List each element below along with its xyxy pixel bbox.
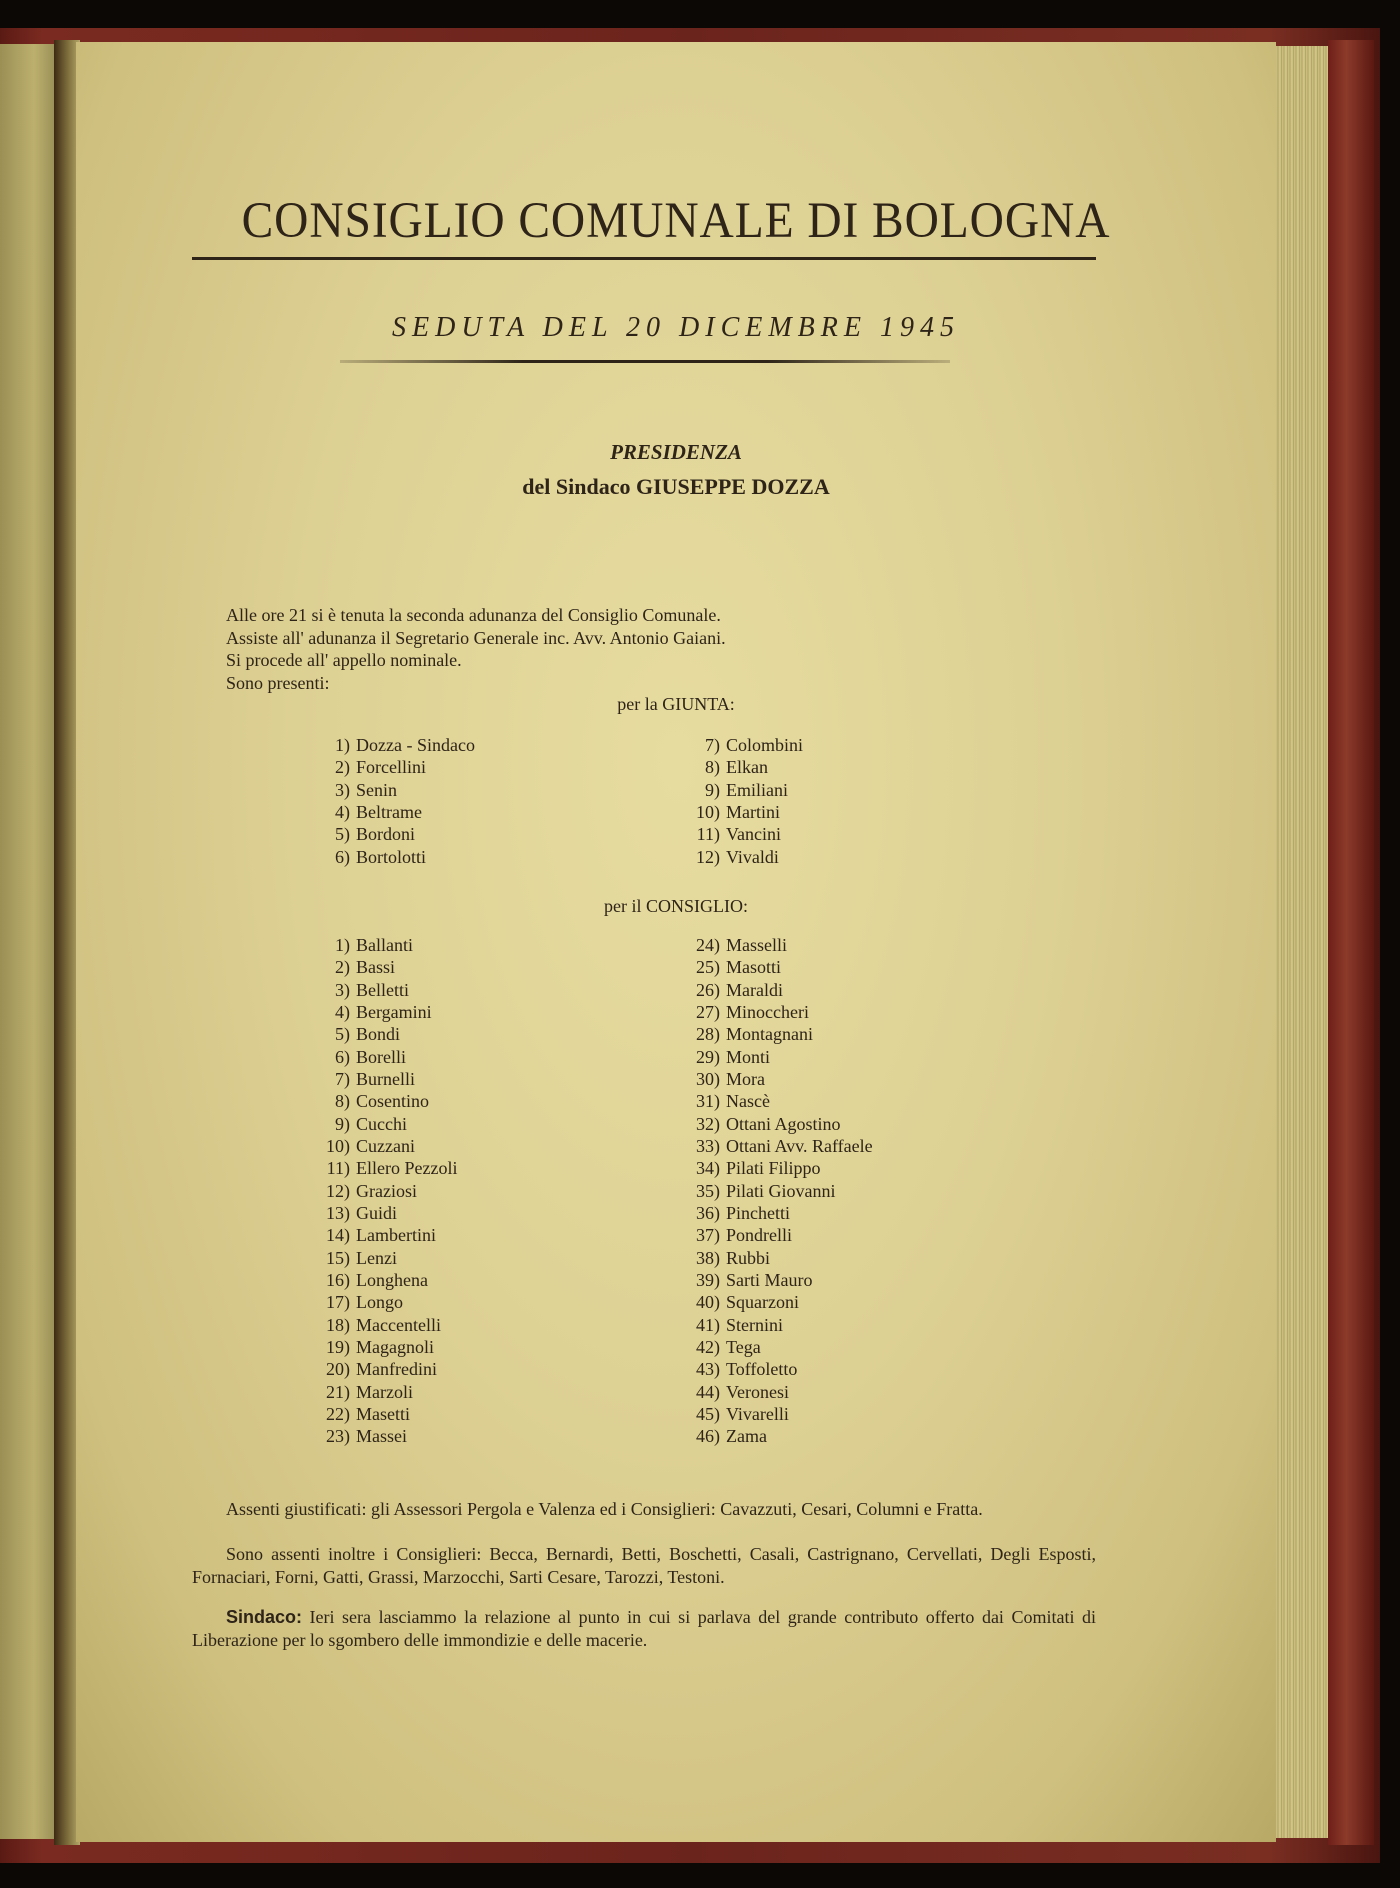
member-name: Bordoni xyxy=(356,824,416,845)
member-entry xyxy=(676,1202,873,1224)
member-number: 19) xyxy=(326,1336,350,1357)
member-name: Magagnoli xyxy=(356,1336,434,1357)
justified-absences-text: Assenti giustificati: gli Assessori Pergola e Valenza ed i Consiglieri: Cavazzuti, Cesari, Columni e Fratta. xyxy=(226,1499,983,1519)
member-number: 37) xyxy=(696,1225,720,1246)
member-number: 34) xyxy=(696,1158,720,1179)
member-name: Martini xyxy=(726,802,780,823)
other-absences-text: Sono assenti inoltre i Consiglieri: Becca, Bernardi, Betti, Boschetti, Casali, Castrignano, Cervellati, Degli Esposti, Fornaciari, Forni, Gatti, Grassi, Marzocchi, Sarti Cesare, Tarozzi, Testoni. xyxy=(192,1544,1096,1587)
member-name: Vivaldi xyxy=(726,846,779,867)
member-name: Cuzzani xyxy=(356,1135,415,1156)
other-absences xyxy=(192,1543,1096,1588)
member-entry xyxy=(306,1135,457,1157)
member-number: 6) xyxy=(335,846,350,867)
member-name: Graziosi xyxy=(356,1180,417,1201)
member-entry xyxy=(306,1068,457,1090)
member-entry xyxy=(306,1023,457,1045)
member-name: Lambertini xyxy=(356,1225,436,1246)
member-name: Bondi xyxy=(356,1024,401,1045)
member-entry xyxy=(306,1314,457,1336)
member-number: 46) xyxy=(696,1426,720,1447)
member-number: 45) xyxy=(696,1403,720,1424)
member-entry xyxy=(676,1336,873,1358)
member-name: Massei xyxy=(356,1426,407,1447)
title-rule xyxy=(192,257,1096,260)
member-number: 17) xyxy=(326,1292,350,1313)
member-entry xyxy=(306,801,475,823)
member-entry xyxy=(676,779,803,801)
member-number: 44) xyxy=(696,1381,720,1402)
member-number: 12) xyxy=(696,846,720,867)
previous-page-edge xyxy=(0,44,62,1839)
session-date: SEDUTA DEL 20 DICEMBRE 1945 xyxy=(392,312,960,343)
member-entry xyxy=(676,1224,873,1246)
member-number: 24) xyxy=(696,935,720,955)
member-number: 2) xyxy=(335,957,350,978)
member-number: 1) xyxy=(335,935,350,955)
member-name: Guidi xyxy=(356,1202,398,1223)
member-entry xyxy=(306,756,475,778)
member-entry xyxy=(676,823,803,845)
speech-paragraph xyxy=(192,1606,1096,1651)
member-name: Monti xyxy=(726,1046,771,1067)
member-entry xyxy=(676,1425,873,1447)
member-entry xyxy=(306,1336,457,1358)
member-number: 22) xyxy=(326,1403,350,1424)
member-name: Vivarelli xyxy=(726,1403,789,1424)
member-entry xyxy=(306,1157,457,1179)
member-number: 10) xyxy=(696,802,720,823)
member-name: Sternini xyxy=(726,1314,783,1335)
member-name: Tega xyxy=(726,1336,761,1357)
member-name: Elkan xyxy=(726,757,768,778)
member-name: Emiliani xyxy=(726,779,788,800)
member-entry xyxy=(676,1247,873,1269)
justified-absences xyxy=(192,1498,1096,1521)
member-name: Minoccheri xyxy=(726,1001,809,1022)
member-entry xyxy=(306,823,475,845)
member-number: 18) xyxy=(326,1314,350,1335)
member-name: Bortolotti xyxy=(356,846,427,867)
member-number: 41) xyxy=(696,1314,720,1335)
member-name: Belletti xyxy=(356,979,409,1000)
member-name: Marzoli xyxy=(356,1381,413,1402)
member-entry xyxy=(306,1247,457,1269)
member-entry xyxy=(306,1202,457,1224)
member-number: 2) xyxy=(335,757,350,778)
member-name: Longo xyxy=(356,1292,403,1313)
member-name: Ballanti xyxy=(356,935,413,955)
member-name: Cucchi xyxy=(356,1113,407,1134)
member-entry xyxy=(676,1046,873,1068)
member-number: 11) xyxy=(326,1158,350,1179)
member-name: Mora xyxy=(726,1068,765,1089)
member-number: 20) xyxy=(326,1359,350,1380)
member-entry xyxy=(676,846,803,868)
member-number: 15) xyxy=(326,1247,350,1268)
member-name: Colombini xyxy=(726,735,804,755)
document-page xyxy=(76,42,1276,1842)
member-entry xyxy=(306,846,475,868)
member-number: 42) xyxy=(696,1336,720,1357)
member-name: Burnelli xyxy=(356,1068,415,1089)
member-name: Montagnani xyxy=(726,1024,813,1045)
member-entry xyxy=(676,1291,873,1313)
member-number: 4) xyxy=(335,1001,350,1022)
member-name: Beltrame xyxy=(356,802,422,823)
member-number: 40) xyxy=(696,1292,720,1313)
presidency-name: del Sindaco GIUSEPPE DOZZA xyxy=(522,474,830,499)
member-name: Maraldi xyxy=(726,979,783,1000)
member-entry xyxy=(306,1046,457,1068)
member-number: 13) xyxy=(326,1202,350,1223)
member-name: Senin xyxy=(356,779,398,800)
giunta-left-column xyxy=(306,734,475,868)
member-entry xyxy=(306,1425,457,1447)
member-entry xyxy=(676,734,803,756)
member-number: 7) xyxy=(335,1068,350,1089)
member-entry xyxy=(306,1001,457,1023)
member-name: Bergamini xyxy=(356,1001,432,1022)
member-entry xyxy=(306,1224,457,1246)
member-entry xyxy=(676,1381,873,1403)
member-number: 5) xyxy=(335,824,350,845)
member-entry xyxy=(676,1135,873,1157)
intro-line: Si procede all' appello nominale. xyxy=(226,650,462,670)
member-entry xyxy=(306,1381,457,1403)
intro-line: Assiste all' adunanza il Segretario Generale inc. Avv. Antonio Gaiani. xyxy=(226,627,726,648)
member-name: Lenzi xyxy=(356,1247,397,1268)
member-name: Ellero Pezzoli xyxy=(356,1158,458,1179)
member-number: 14) xyxy=(326,1225,350,1246)
member-name: Ottani Agostino xyxy=(726,1113,841,1134)
member-entry xyxy=(306,1090,457,1112)
member-number: 3) xyxy=(335,779,350,800)
consiglio-left-column xyxy=(306,934,457,1448)
member-name: Pinchetti xyxy=(726,1202,790,1223)
member-entry xyxy=(676,1403,873,1425)
member-number: 8) xyxy=(335,1091,350,1112)
member-name: Borelli xyxy=(356,1046,406,1067)
member-number: 9) xyxy=(705,779,720,800)
member-entry xyxy=(676,801,803,823)
member-name: Bassi xyxy=(356,957,396,978)
subtitle-rule xyxy=(340,360,950,363)
member-number: 38) xyxy=(696,1247,720,1268)
member-entry xyxy=(306,1269,457,1291)
giunta-right-column xyxy=(676,734,803,868)
member-number: 43) xyxy=(696,1359,720,1380)
member-entry xyxy=(676,1157,873,1179)
member-number: 6) xyxy=(335,1046,350,1067)
member-entry xyxy=(306,979,457,1001)
member-number: 28) xyxy=(696,1024,720,1045)
member-entry xyxy=(676,1090,873,1112)
intro-line: Alle ore 21 si è tenuta la seconda adunanza del Consiglio Comunale. xyxy=(226,605,721,625)
member-number: 16) xyxy=(326,1269,350,1290)
member-number: 33) xyxy=(696,1135,720,1156)
member-name: Ottani Avv. Raffaele xyxy=(726,1135,873,1156)
member-entry xyxy=(306,956,457,978)
member-name: Rubbi xyxy=(726,1247,771,1268)
member-name: Squarzoni xyxy=(726,1292,799,1313)
member-entry xyxy=(676,956,873,978)
member-number: 35) xyxy=(696,1180,720,1201)
intro-line: Sono presenti: xyxy=(226,672,330,693)
member-number: 39) xyxy=(696,1269,720,1290)
member-name: Nascè xyxy=(726,1091,770,1112)
speaker-label: Sindaco: xyxy=(226,1607,303,1627)
member-name: Pilati Filippo xyxy=(726,1158,821,1179)
member-name: Zama xyxy=(726,1426,767,1447)
member-entry xyxy=(306,779,475,801)
member-number: 1) xyxy=(335,735,350,755)
member-name: Pondrelli xyxy=(726,1225,792,1246)
member-name: Maccentelli xyxy=(356,1314,441,1335)
member-number: 23) xyxy=(326,1426,350,1447)
member-entry xyxy=(306,934,457,956)
member-number: 30) xyxy=(696,1068,720,1089)
member-name: Cosentino xyxy=(356,1091,430,1112)
member-number: 26) xyxy=(696,979,720,1000)
member-name: Toffoletto xyxy=(726,1359,798,1380)
member-name: Dozza - Sindaco xyxy=(356,735,475,755)
cover-edge xyxy=(1328,40,1374,1845)
member-entry xyxy=(676,1269,873,1291)
member-number: 12) xyxy=(326,1180,350,1201)
member-number: 3) xyxy=(335,979,350,1000)
member-entry xyxy=(676,1068,873,1090)
member-number: 10) xyxy=(326,1135,350,1156)
member-entry xyxy=(676,1180,873,1202)
member-entry xyxy=(306,1291,457,1313)
member-number: 21) xyxy=(326,1381,350,1402)
presidency-label: PRESIDENZA xyxy=(610,440,742,464)
consiglio-right-column xyxy=(676,934,873,1448)
member-number: 9) xyxy=(335,1113,350,1134)
member-number: 11) xyxy=(696,824,720,845)
speech-text: Ieri sera lasciammo la relazione al punto in cui si parlava del grande contributo offerto dai Comitati di Liberazione per lo sgombero delle immondizie e delle macerie. xyxy=(192,1607,1096,1650)
member-number: 4) xyxy=(335,802,350,823)
member-entry xyxy=(306,734,475,756)
member-entry xyxy=(676,979,873,1001)
page-stack-edges xyxy=(1276,46,1328,1838)
member-name: Veronesi xyxy=(726,1381,789,1402)
member-name: Masselli xyxy=(726,935,787,955)
member-name: Longhena xyxy=(356,1269,428,1290)
member-entry xyxy=(306,1403,457,1425)
member-entry xyxy=(676,1113,873,1135)
member-entry xyxy=(676,1358,873,1380)
member-entry xyxy=(306,1358,457,1380)
member-entry xyxy=(676,1001,873,1023)
consiglio-heading: per il CONSIGLIO: xyxy=(604,896,748,916)
member-entry xyxy=(306,1113,457,1135)
member-name: Masetti xyxy=(356,1403,410,1424)
member-number: 29) xyxy=(696,1046,720,1067)
member-name: Manfredini xyxy=(356,1359,437,1380)
member-entry xyxy=(676,756,803,778)
intro-block xyxy=(226,604,1086,694)
member-entry xyxy=(306,1180,457,1202)
member-name: Sarti Mauro xyxy=(726,1269,813,1290)
member-number: 32) xyxy=(696,1113,720,1134)
member-name: Pilati Giovanni xyxy=(726,1180,836,1201)
member-number: 8) xyxy=(705,757,720,778)
member-number: 36) xyxy=(696,1202,720,1223)
member-number: 27) xyxy=(696,1001,720,1022)
member-entry xyxy=(676,1023,873,1045)
member-name: Forcellini xyxy=(356,757,426,778)
document-title: CONSIGLIO COMUNALE DI BOLOGNA xyxy=(241,193,1111,249)
member-entry xyxy=(676,934,873,956)
member-number: 25) xyxy=(696,957,720,978)
member-entry xyxy=(676,1314,873,1336)
member-name: Masotti xyxy=(726,957,782,978)
giunta-heading: per la GIUNTA: xyxy=(617,694,735,714)
member-number: 5) xyxy=(335,1024,350,1045)
member-name: Vancini xyxy=(726,824,781,845)
member-number: 7) xyxy=(705,735,720,755)
member-number: 31) xyxy=(696,1091,720,1112)
